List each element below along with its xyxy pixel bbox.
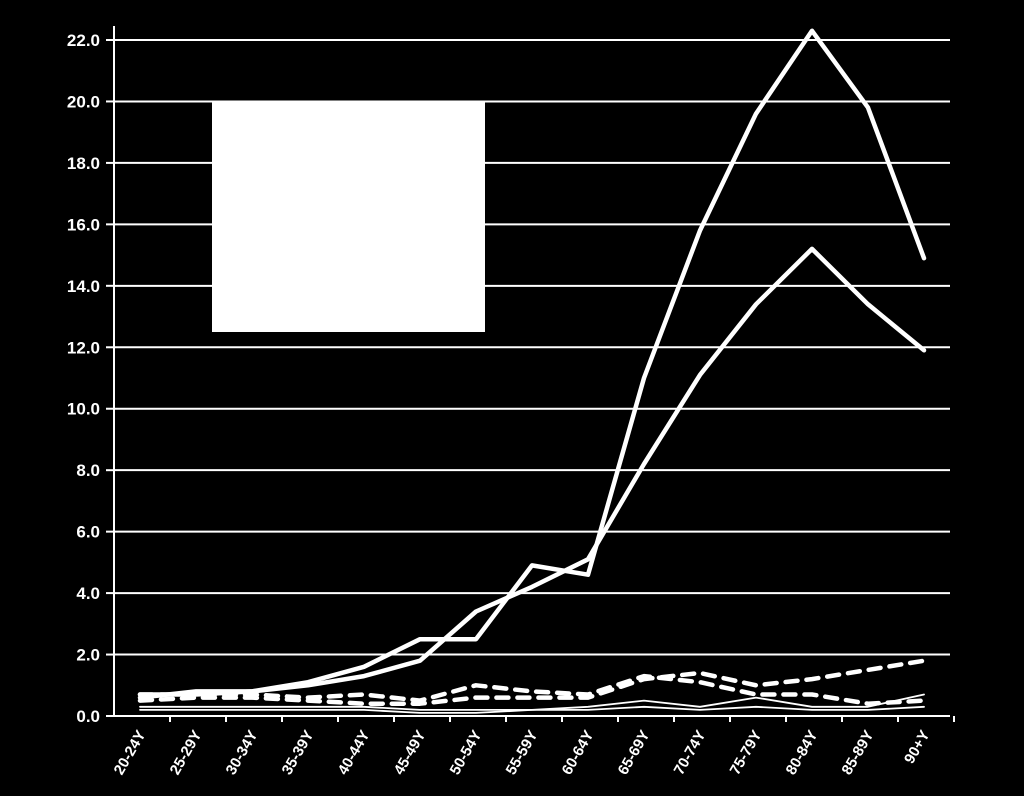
series-line-6 xyxy=(140,707,924,713)
x-tick-label: 85-89Y xyxy=(838,727,878,778)
x-tick-label: 80-84Y xyxy=(782,727,822,778)
x-tick-label: 20-24Y xyxy=(110,727,150,778)
y-tick-label: 12.0 xyxy=(66,338,100,358)
x-tick-label: 25-29Y xyxy=(166,727,206,778)
y-tick-label: 18.0 xyxy=(66,153,100,173)
x-tick-label: 90+Y xyxy=(901,727,934,767)
x-tick-label: 30-34Y xyxy=(222,727,262,778)
y-tick-label: 0.0 xyxy=(76,707,100,726)
x-tick-label: 75-79Y xyxy=(726,727,766,778)
y-tick-label: 22.0 xyxy=(66,31,100,50)
x-tick-label: 60-64Y xyxy=(558,727,598,778)
legend-box xyxy=(212,101,485,332)
y-axis-ticks xyxy=(67,31,114,726)
x-tick-label: 55-59Y xyxy=(502,727,542,778)
x-tick-label: 70-74Y xyxy=(670,727,710,778)
y-tick-label: 4.0 xyxy=(76,584,100,604)
x-tick-label: 35-39Y xyxy=(278,727,318,778)
x-tick-label: 40-44Y xyxy=(334,727,374,778)
y-tick-label: 16.0 xyxy=(66,215,100,235)
y-tick-label: 8.0 xyxy=(76,461,100,481)
y-tick-label: 10.0 xyxy=(66,399,100,419)
y-tick-label: 14.0 xyxy=(66,276,100,296)
series-line-4 xyxy=(140,661,924,704)
x-axis-ticks xyxy=(111,716,954,778)
y-tick-label: 6.0 xyxy=(76,522,100,542)
y-tick-label: 2.0 xyxy=(76,645,100,665)
x-tick-label: 65-69Y xyxy=(614,727,654,778)
x-tick-label: 50-54Y xyxy=(446,727,486,778)
y-tick-label: 20.0 xyxy=(66,92,100,112)
x-tick-label: 45-49Y xyxy=(390,727,430,778)
